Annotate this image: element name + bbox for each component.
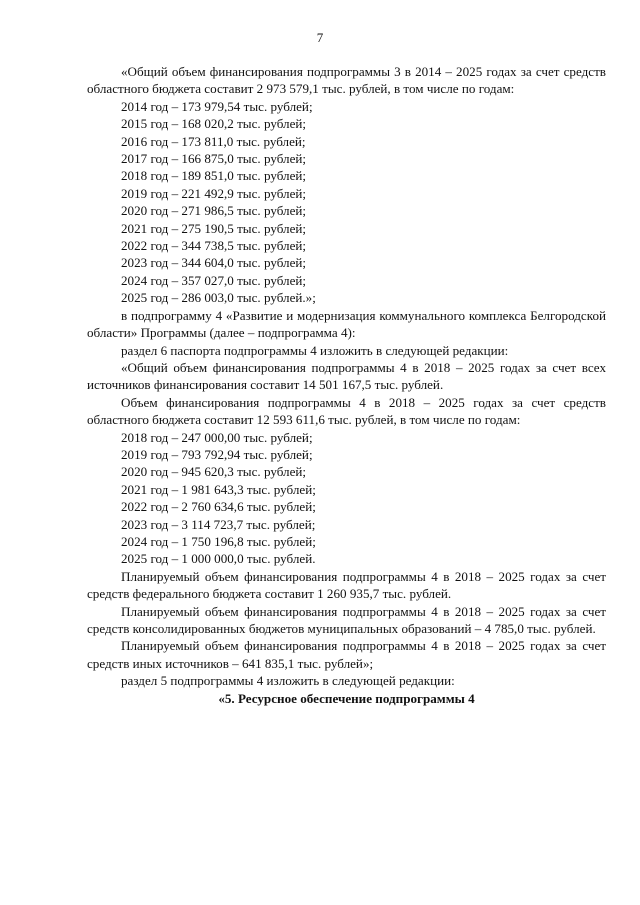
subprogram-4-total-paragraph: «Общий объем финансирования подпрограммы 4 в 2018 – 2025 годах за счет всех источников финансирования составит 14 501 167,5 тыс. рублей.	[87, 359, 606, 393]
subprogram-4-intro-paragraph: в подпрограмму 4 «Развитие и модернизация коммунального комплекса Белгородской области» Программы (далее – подпрограмма 4):	[87, 307, 606, 341]
federal-budget-paragraph: Планируемый объем финансирования подпрограммы 4 в 2018 – 2025 годах за счет средств федерального бюджета составит 1 260 935,7 тыс. рублей.	[87, 568, 606, 602]
list-item: 2023 год – 344 604,0 тыс. рублей;	[121, 255, 307, 271]
other-sources-paragraph: Планируемый объем финансирования подпрограммы 4 в 2018 – 2025 годах за счет средств иных источников – 641 835,1 тыс. рублей»;	[87, 638, 606, 671]
list-item: 2022 год – 344 738,5 тыс. рублей;	[121, 238, 307, 254]
municipal-budget-paragraph: Планируемый объем финансирования подпрограммы 4 в 2018 – 2025 годах за счет средств консолидированных бюджетов муниципальных образований – 4 785,0 тыс. рублей.	[87, 603, 606, 636]
list-item: 2024 год – 1 750 196,8 тыс. рублей;	[121, 533, 316, 549]
list-item: 2016 год – 173 811,0 тыс. рублей;	[121, 133, 306, 149]
list-item: 2025 год – 1 000 000,0 тыс. рублей.	[121, 551, 316, 567]
list-item: 2014 год – 173 979,54 тыс. рублей;	[121, 98, 313, 114]
list-item: 2020 год – 271 986,5 тыс. рублей;	[121, 203, 307, 219]
section-5-instruction: раздел 5 подпрограммы 4 изложить в следующей редакции:	[121, 673, 455, 689]
list-item: 2023 год – 3 114 723,7 тыс. рублей;	[121, 516, 316, 532]
list-item: 2022 год – 2 760 634,6 тыс. рублей;	[121, 499, 316, 515]
regional-budget-paragraph: Объем финансирования подпрограммы 4 в 2018 – 2025 годах за счет средств областного бюджета составит 12 593 611,6 тыс. рублей, в том числе по годам:	[87, 394, 606, 428]
list-item: 2025 год – 286 003,0 тыс. рублей.»;	[121, 290, 316, 306]
list-item: 2017 год – 166 875,0 тыс. рублей;	[121, 151, 307, 167]
subprogram-3-total-paragraph: «Общий объем финансирования подпрограммы 3 в 2014 – 2025 годах за счет средств областного бюджета составит 2 973 579,1 тыс. рублей, в том числе по годам:	[87, 64, 606, 97]
subprogram-3-yearly-list	[87, 98, 606, 307]
list-item: 2019 год – 221 492,9 тыс. рублей;	[121, 185, 307, 201]
list-item: 2015 год – 168 020,2 тыс. рублей;	[121, 116, 307, 132]
list-item: 2019 год – 793 792,94 тыс. рублей;	[121, 446, 313, 462]
list-item: 2018 год – 247 000,00 тыс. рублей;	[121, 429, 313, 445]
section-6-instruction: раздел 6 паспорта подпрограммы 4 изложить в следующей редакции:	[121, 342, 509, 358]
list-item: 2018 год – 189 851,0 тыс. рублей;	[121, 168, 307, 184]
subprogram-4-yearly-list	[87, 429, 606, 568]
page-number: 7	[316, 30, 324, 45]
list-item: 2020 год – 945 620,3 тыс. рублей;	[121, 464, 307, 480]
list-item: 2024 год – 357 027,0 тыс. рублей;	[121, 272, 307, 288]
list-item: 2021 год – 1 981 643,3 тыс. рублей;	[121, 481, 316, 497]
document-body	[87, 63, 606, 707]
list-item: 2021 год – 275 190,5 тыс. рублей;	[121, 220, 307, 236]
section-5-heading: «5. Ресурсное обеспечение подпрограммы 4	[218, 690, 475, 706]
